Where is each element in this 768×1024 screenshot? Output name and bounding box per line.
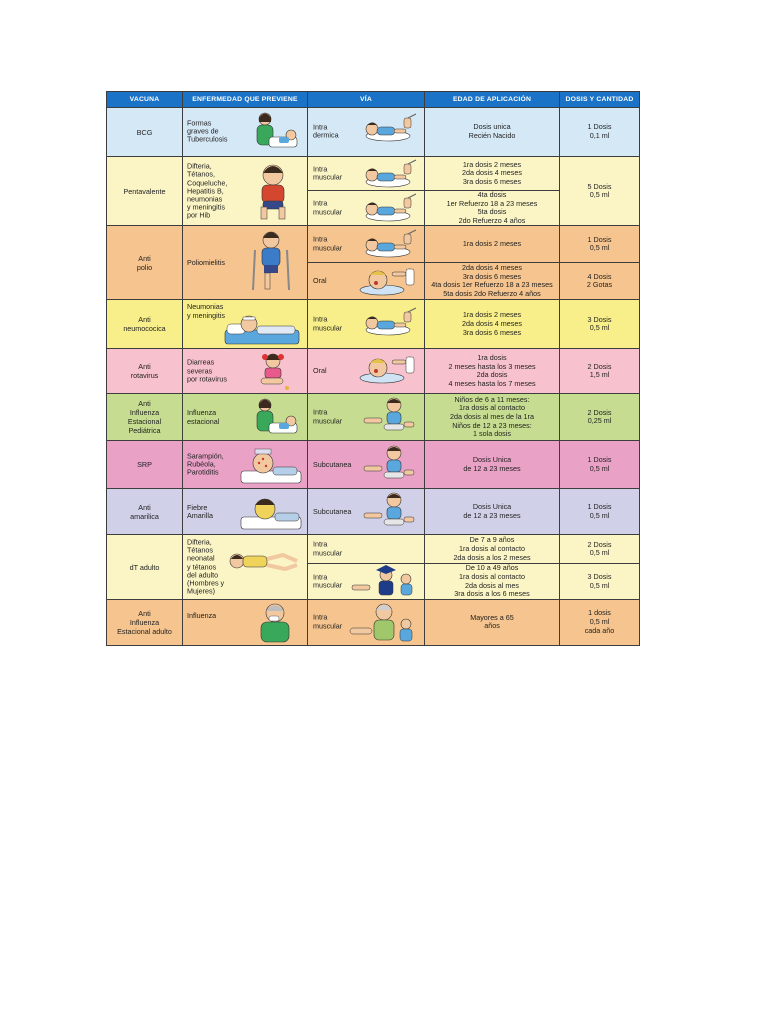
via-text: Intra muscular: [313, 407, 343, 426]
edad-cell: 1ra dosis 2 meses: [425, 226, 560, 263]
dosis-cell: 3 Dosis 0,5 ml: [560, 300, 640, 349]
enfermedad-text: Influenza: [187, 610, 217, 620]
dosis-cell: 2 Dosis 0,25 ml: [560, 394, 640, 441]
vacuna-name: dT adulto: [129, 562, 160, 572]
table-row: [107, 394, 640, 441]
graduate-injection-illustration: [348, 565, 418, 597]
table-row: [107, 300, 640, 349]
dosis-cell: 5 Dosis 0,5 ml: [560, 157, 640, 226]
dosis-cell: 2 Dosis 1,5 ml: [560, 349, 640, 394]
via-text: Oral: [313, 366, 327, 376]
dosis-cell: 3 Dosis 0,5 ml: [560, 564, 640, 599]
baby-injection-illustration: [358, 306, 420, 338]
baby-injection-illustration: [358, 158, 420, 190]
enfermedad-text: Fiebre Amarilla: [187, 502, 213, 520]
vacuna-name: Pentavalente: [123, 186, 166, 196]
table-row: [107, 157, 640, 191]
via-cell: [308, 599, 425, 645]
vacuna-name: SRP: [137, 460, 152, 470]
header-edad: EDAD DE APLICACIÓN: [425, 92, 560, 108]
enfermedad-cell: [183, 394, 308, 441]
vacuna-name: BCG: [136, 127, 153, 137]
vacuna-cell: [107, 157, 183, 226]
table-row: [107, 599, 640, 645]
table-header-row: [107, 92, 640, 108]
vacuna-name: Anti neumococica: [123, 315, 166, 334]
via-text: Intra muscular: [313, 572, 343, 590]
edad-cell: Dosis Unica de 12 a 23 meses: [425, 489, 560, 535]
via-cell: [308, 226, 425, 263]
enfermedad-text: Diarreas severas por rotavirus: [187, 358, 227, 384]
vacuna-cell: [107, 349, 183, 394]
vaccination-table: [106, 91, 640, 646]
dosis-cell: 1 dosis 0,5 ml cada año: [560, 599, 640, 645]
vacuna-name: Anti Influenza Estacional adulto: [117, 608, 172, 636]
vacuna-cell: [107, 535, 183, 599]
via-text: Intra dermica: [313, 122, 339, 140]
via-cell: [308, 535, 425, 564]
header-via: VÍA: [308, 92, 425, 108]
boy-crutches-illustration: [245, 230, 295, 292]
enfermedad-cell: [183, 300, 308, 349]
dosis-cell: 1 Dosis 0,1 ml: [560, 108, 640, 157]
via-text: Intra muscular: [313, 234, 343, 253]
edad-cell: Dosis Unica de 12 a 23 meses: [425, 441, 560, 489]
dosis-cell: 4 Dosis 2 Gotas: [560, 263, 640, 300]
header-dosis: DOSIS Y CANTIDAD: [560, 92, 640, 108]
girl-diarrhea-illustration: [245, 352, 297, 394]
edad-cell: 2da dosis 4 meses 3ra dosis 6 meses 4ta dosis 1er Refuerzo 18 a 23 meses 5ta dosis 2do Refuerzo 4 años: [425, 263, 560, 300]
baby-oral-drops-illustration: [356, 353, 418, 385]
via-cell: [308, 349, 425, 394]
sick-boy-illustration: [247, 163, 301, 223]
via-cell: [308, 263, 425, 300]
table-row: [107, 349, 640, 394]
vacuna-name: Anti polio: [136, 253, 153, 272]
edad-cell: De 7 a 9 años 1ra dosis al contacto 2da dosis a los 2 meses: [425, 535, 560, 564]
baby-oral-drops-illustration: [356, 265, 418, 297]
elderly-woman-injection-illustration: [348, 602, 418, 644]
dosis-cell: 1 Dosis 0,5 ml: [560, 226, 640, 263]
vacuna-name: Anti Influenza Estacional Pediátrica: [127, 399, 162, 436]
dosis-cell: 1 Dosis 0,5 ml: [560, 441, 640, 489]
via-cell: [308, 394, 425, 441]
edad-cell: 1ra dosis 2 meses hasta los 3 meses 2da dosis 4 meses hasta los 7 meses: [425, 349, 560, 394]
edad-cell: Dosis unica Recién Nacido: [425, 108, 560, 157]
via-text: Intra muscular: [313, 612, 343, 631]
via-text: Intra muscular: [313, 314, 343, 333]
via-text: Intra muscular: [313, 198, 343, 217]
vacuna-cell: [107, 108, 183, 157]
child-injection-illustration: [360, 491, 416, 531]
child-injection-illustration: [360, 444, 416, 484]
via-text: Intra muscular: [313, 164, 343, 182]
edad-cell: De 10 a 49 años 1ra dosis al contacto 2da dosis al mes 3ra dosis a los 6 meses: [425, 564, 560, 599]
table-row: [107, 108, 640, 157]
mother-sick-child-illustration: [243, 397, 301, 439]
via-text: Oral: [313, 276, 327, 286]
via-cell: [308, 564, 425, 599]
edad-cell: 4ta dosis 1er Refuerzo 18 a 23 meses 5ta dosis 2do Refuerzo 4 años: [425, 191, 560, 226]
table-row: [107, 489, 640, 535]
person-lying-illustration: [227, 551, 303, 575]
via-text: Subcutanea: [313, 506, 352, 516]
table-row: [107, 535, 640, 564]
table-row: [107, 226, 640, 263]
vacuna-cell: [107, 394, 183, 441]
enfermedad-cell: [183, 599, 308, 645]
dosis-cell: 1 Dosis 0,5 ml: [560, 489, 640, 535]
baby-injection-illustration: [358, 228, 420, 260]
sick-person-bed-illustration: [239, 493, 303, 533]
vacuna-name: Anti amarilica: [130, 502, 159, 521]
vaccination-chart: [106, 91, 639, 640]
edad-cell: Niños de 6 a 11 meses: 1ra dosis al contacto 2da dosis al mes de la 1ra Niños de 12 a 23 meses: 1 sola dosis: [425, 394, 560, 441]
header-vacuna: VACUNA: [107, 92, 183, 108]
edad-cell: Mayores a 65 años: [425, 599, 560, 645]
dosis-cell: 2 Dosis 0,5 ml: [560, 535, 640, 564]
via-text: Intra muscular: [313, 539, 343, 558]
enfermedad-text: Difteria, Tétanos, Coqueluche, Hepatitis B, neumonias y meningitis por Hib: [187, 161, 228, 220]
via-cell: [308, 300, 425, 349]
enfermedad-cell: [183, 226, 308, 300]
vacuna-cell: [107, 226, 183, 300]
mother-child-illustration: [243, 111, 301, 153]
enfermedad-text: Poliomielitis: [187, 257, 225, 267]
vacuna-cell: [107, 300, 183, 349]
enfermedad-text: Difteria, Tétanos neonatal y tétanos del adulto (Hombres y Mujeres): [187, 537, 225, 596]
via-cell: [308, 191, 425, 226]
header-enfermedad: ENFERMEDAD QUE PREVIENE: [183, 92, 308, 108]
child-injection-illustration: [360, 396, 416, 436]
via-text: Subcutanea: [313, 459, 352, 469]
enfermedad-cell: [183, 441, 308, 489]
enfermedad-cell: [183, 157, 308, 226]
via-cell: [308, 157, 425, 191]
baby-injection-illustration: [358, 192, 420, 224]
sick-child-bed-illustration: [223, 312, 301, 348]
edad-cell: 1ra dosis 2 meses 2da dosis 4 meses 3ra dosis 6 meses: [425, 300, 560, 349]
vacuna-cell: [107, 599, 183, 645]
baby-injection-illustration: [358, 112, 420, 144]
vacuna-cell: [107, 489, 183, 535]
enfermedad-text: Formas graves de Tuberculosis: [187, 118, 228, 145]
via-cell: [308, 441, 425, 489]
vacuna-name: Anti rotavirus: [130, 362, 159, 381]
enfermedad-text: Neumonias y meningitis: [187, 302, 225, 320]
via-cell: [308, 108, 425, 157]
enfermedad-cell: [183, 349, 308, 394]
enfermedad-cell: [183, 489, 308, 535]
elderly-man-illustration: [249, 602, 293, 644]
enfermedad-cell: [183, 108, 308, 157]
sick-child-spots-illustration: [239, 445, 303, 487]
via-cell: [308, 489, 425, 535]
edad-cell: 1ra dosis 2 meses 2da dosis 4 meses 3ra dosis 6 meses: [425, 157, 560, 191]
enfermedad-text: Influenza estacional: [187, 408, 220, 426]
table-row: [107, 441, 640, 489]
vacuna-cell: [107, 441, 183, 489]
enfermedad-cell: [183, 535, 308, 599]
enfermedad-text: Sarampión, Rubéola, Parotiditis: [187, 451, 224, 477]
